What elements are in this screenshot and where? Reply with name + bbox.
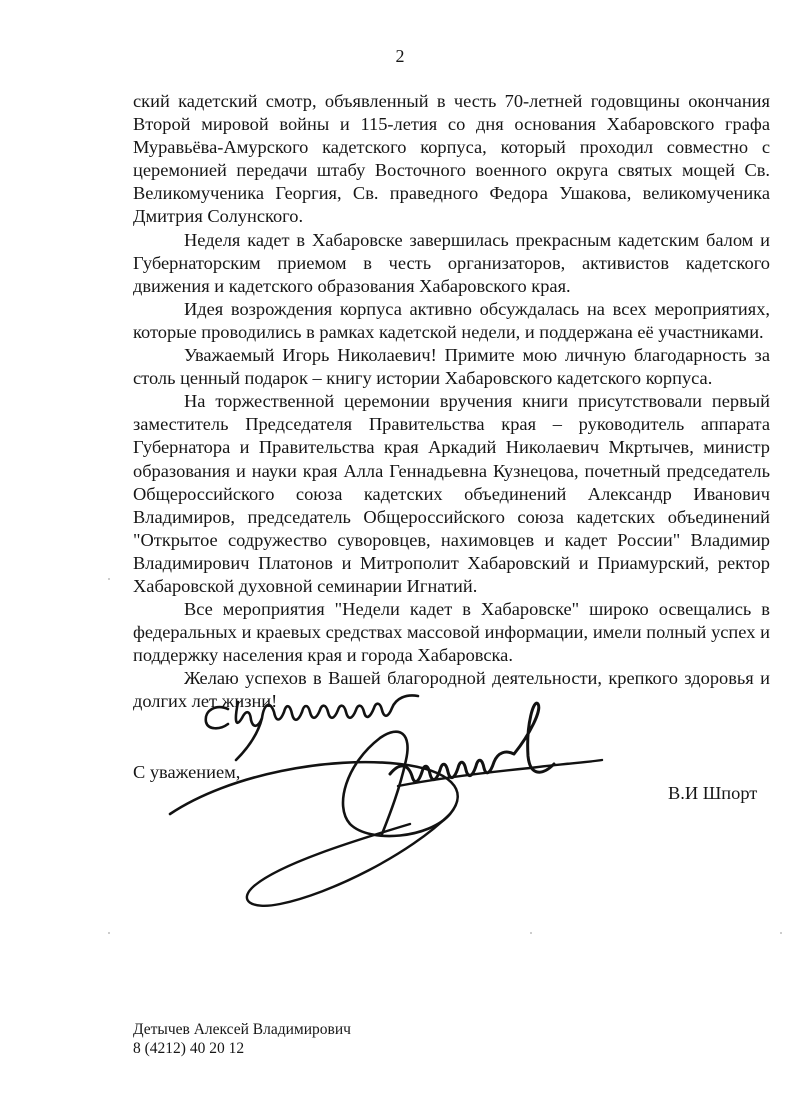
paragraph: На торжественной церемонии вручения книги присутствовали первый заместитель Председателя Правительства края – руководитель аппарата Губернатора и Правительства края Аркадий Николаевич Мкртычев, министр образования и науки края Алла Геннадьевна Кузнецова, почетный председатель Общероссийского союза кадетских объединений Александр Иванович Владимиров, председатель Общероссийского союза кадетских объединений "Открытое содружество суворовцев, нахимовцев и кадет России" Владимир Владимирович Платонов и Митрополит Хабаровский и Приамурский, ректор Хабаровской духовной семинарии Игнатий. — [133, 391, 770, 596]
contact-phone: 8 (4212) 40 20 12 — [133, 1040, 245, 1057]
contact-block — [133, 1020, 351, 1058]
paragraph: Идея возрождения корпуса активно обсуждалась на всех мероприятиях, которые проводились в рамках кадетской недели, и поддержана её участниками. — [133, 298, 770, 342]
handwritten-note — [206, 696, 418, 761]
signature-stroke — [390, 703, 554, 781]
paragraph: ский кадетский смотр, объявленный в честь 70-летней годовщины окончания Второй мировой войны и 115-летия со дня основания Хабаровского графа Муравьёва-Амурского кадетского корпуса, который проходил совместно с церемонией передачи штабу Восточного военного округа святых мощей Св. Великомученика Георгия, Св. праведного Федора Ушакова, великомученика Дмитрия Солунского. — [133, 91, 770, 227]
paragraph: Неделя кадет в Хабаровске завершилась прекрасным кадетским балом и Губернаторским приемом в честь организаторов, активистов кадетского движения и кадетского образования Хабаровского края. — [133, 229, 770, 296]
closing-phrase: С уважением, — [133, 762, 241, 782]
letter-body — [133, 90, 770, 714]
paragraph: Желаю успехов в Вашей благородной деятельности, крепкого здоровья и долгих лет жизни! — [133, 668, 770, 712]
page-number: 2 — [395, 46, 405, 66]
signature-stroke — [247, 814, 450, 906]
scan-speck — [108, 932, 110, 934]
scan-speck — [530, 932, 532, 934]
paragraph: Все мероприятия "Недели кадет в Хабаровске" широко освещались в федеральных и краевых средствах массовой информации, имели полный успех и поддержку населения края и города Хабаровска. — [133, 599, 770, 666]
signer-name: В.И Шпорт — [668, 783, 758, 803]
scan-speck — [108, 578, 110, 580]
contact-name: Детычев Алексей Владимирович — [133, 1021, 351, 1038]
scan-speck — [780, 932, 782, 934]
paragraph: Уважаемый Игорь Николаевич! Примите мою личную благодарность за столь ценный подарок – книгу истории Хабаровского кадетского корпуса. — [133, 345, 770, 389]
handwritten-signature — [150, 664, 610, 914]
